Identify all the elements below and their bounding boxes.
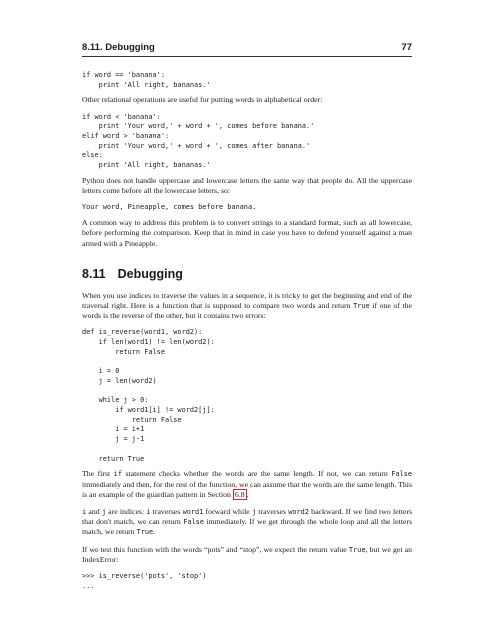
text: immediately and then, for the rest of the function, we can assume that the words are the same length. This is an example of the guardian pattern in Section (82, 479, 412, 499)
page-number: 77 (401, 42, 412, 53)
header-section: 8.11. Debugging (82, 42, 155, 53)
section-title: Debugging (117, 266, 183, 281)
text: . (246, 489, 249, 499)
inline-code: True (353, 302, 370, 311)
paragraph-guardian (82, 469, 412, 500)
paragraph-uppercase: Python does not handle uppercase and lowercase letters the same way that people do. All the uppercase letters come before all the lowercase letters, so: (82, 175, 412, 196)
text: The first (82, 469, 114, 479)
section-heading (82, 267, 412, 281)
text: and (86, 506, 102, 516)
paragraph-indices (82, 291, 412, 322)
paragraph-standard-format: A common way to address this problem is to convert strings to a standard format, such as all lowercase, before performing the comparison. Keep that in mind in case you have to defend yourself against a man armed with a Pineapple. (82, 218, 412, 248)
code-block-repl: >>> is_reverse('pots', 'stop') ... (82, 571, 207, 590)
text: If we test this function with the words “pots” and “stop”, we expect the return value (82, 544, 349, 554)
code-block-banana-check: if word == 'banana': print 'All right, bananas.' (82, 71, 211, 89)
inline-code: j (101, 507, 106, 516)
paragraph-test (82, 545, 412, 565)
inline-code: if (113, 470, 122, 479)
text: forward while (203, 506, 252, 516)
inline-code: i (146, 507, 151, 516)
section-link[interactable]: 6.8 (234, 489, 245, 499)
inline-code: True (348, 545, 366, 554)
text: traverses (150, 506, 183, 516)
text: if one of the words is the reverse of the other, but it contains two errors: (82, 301, 412, 321)
text: statement checks whether the words are the same length. If not, we can return (121, 469, 392, 479)
inline-code: False (183, 518, 204, 527)
paragraph-relational: Other relational operations are useful for putting words in alphabetical order: (82, 95, 323, 105)
running-header (82, 42, 412, 57)
text: , but we get an IndexError: (82, 544, 413, 564)
inline-code: i (82, 507, 87, 516)
inline-code: j (251, 507, 257, 516)
paragraph-traverse (82, 507, 412, 538)
text: immediately. If we get through the whole loop and all the letters match, we return (82, 517, 412, 537)
text: backward. If we find two letters that don't match, we can return (82, 506, 412, 527)
text: . (153, 527, 156, 537)
code-block-alphabetical: if word < 'banana': print 'Your word,' + word + ', comes before banana.' elif word > 'banana': print 'Your word,' + word + ', comes after banana.' else: print 'All right, bananas.' (82, 112, 315, 170)
section-number: 8.11 (82, 266, 106, 281)
output-pineapple: Your word, Pineapple, comes before banana. (82, 203, 257, 212)
text: When you use indices to traverse the values in a sequence, it is tricky to get the beginning and end of the traversal right. Here is a function that is supposed to compare two words and return (82, 290, 412, 311)
inline-code: True (136, 528, 154, 537)
inline-code: word2 (288, 507, 309, 516)
inline-code: word1 (182, 507, 204, 516)
inline-code: False (391, 470, 412, 479)
text: are indices: (105, 506, 147, 516)
text: traverses (256, 506, 289, 516)
code-block-is-reverse: def is_reverse(word1, word2): if len(word1) != len(word2): return False i = 0 j = len(word2) while j > 0: if word1[i] != word2[j]: return False i = i+1 j = j-1 return True (82, 328, 215, 463)
